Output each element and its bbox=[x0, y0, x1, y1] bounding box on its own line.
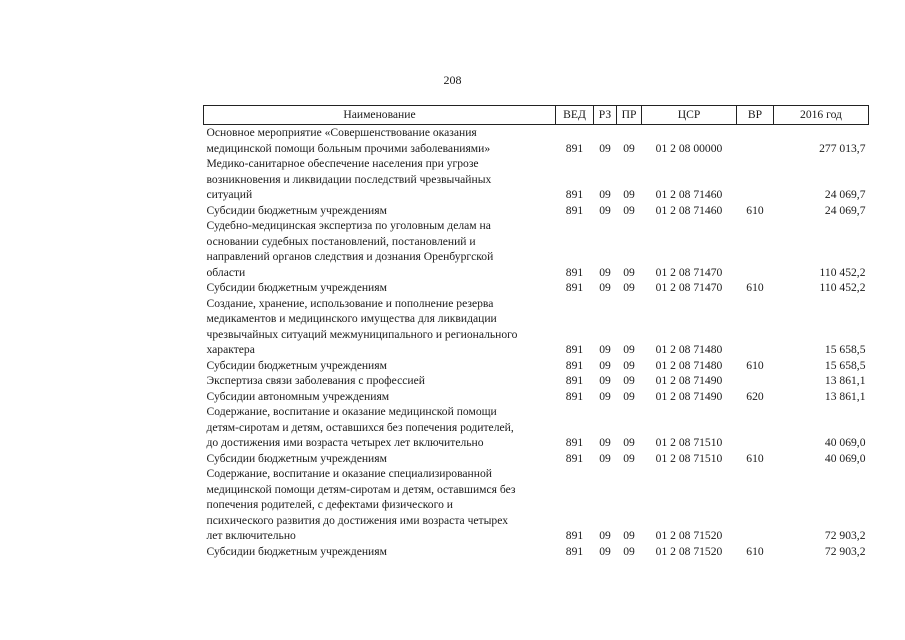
row-name bbox=[204, 125, 556, 157]
page-number: 208 bbox=[443, 73, 462, 87]
row-name-line: направлений органов следствия и дознания Оренбургской bbox=[206, 250, 494, 263]
row-amount: 110 452,2 bbox=[819, 265, 866, 279]
row-name bbox=[204, 404, 556, 451]
row-vr bbox=[737, 404, 774, 451]
row-ved: 891 bbox=[565, 265, 584, 279]
row-amount: 13 861,1 bbox=[824, 374, 866, 387]
column-header-year: 2016 год bbox=[774, 106, 869, 125]
row-name-line: Субсидии бюджетным учреждениям bbox=[206, 451, 387, 465]
column-header-vr: ВР bbox=[737, 106, 774, 125]
row-vr: 620 bbox=[746, 389, 764, 403]
row-rz: 09 bbox=[599, 188, 611, 201]
row-rz: 09 bbox=[599, 203, 611, 217]
row-pr: 09 bbox=[623, 203, 635, 217]
row-amount: 277 013,7 bbox=[819, 141, 866, 155]
column-header-rz: РЗ bbox=[594, 106, 617, 125]
column-header-name: Наименование bbox=[204, 106, 556, 125]
row-name-line: медицинской помощи детям-сиротам и детям, оставшимся без bbox=[206, 482, 516, 496]
table-row bbox=[204, 203, 869, 219]
row-pr: 09 bbox=[623, 265, 635, 279]
row-rz: 09 bbox=[599, 389, 611, 403]
row-rz: 09 bbox=[599, 343, 611, 356]
row-name bbox=[204, 156, 556, 203]
row-vr bbox=[737, 466, 774, 544]
row-amount: 72 903,2 bbox=[824, 544, 866, 558]
row-csr: 01 2 08 71460 bbox=[655, 203, 723, 217]
row-csr: 01 2 08 71490 bbox=[655, 374, 723, 387]
row-amount: 13 861,1 bbox=[824, 389, 866, 403]
column-header-ved: ВЕД bbox=[556, 106, 594, 125]
row-rz: 09 bbox=[599, 281, 611, 294]
row-ved: 891 bbox=[565, 389, 584, 403]
row-pr: 09 bbox=[623, 188, 635, 201]
row-name-line: Судебно-медицинская экспертиза по уголовным делам на bbox=[206, 219, 491, 232]
row-rz: 09 bbox=[599, 265, 611, 279]
row-pr: 09 bbox=[623, 343, 635, 356]
row-vr bbox=[737, 218, 774, 280]
row-csr: 01 2 08 71520 bbox=[655, 529, 723, 542]
row-name-line: лет включительно bbox=[206, 529, 296, 542]
row-pr: 09 bbox=[623, 451, 635, 465]
row-name-line: Содержание, воспитание и оказание медицинской помощи bbox=[206, 405, 497, 418]
row-name-line: детям-сиротам и детям, оставшихся без попечения родителей, bbox=[206, 420, 514, 434]
row-ved: 891 bbox=[565, 374, 584, 387]
row-rz: 09 bbox=[599, 141, 611, 155]
row-ved: 891 bbox=[565, 343, 584, 356]
budget-table bbox=[203, 105, 869, 559]
row-name-line: Субсидии бюджетным учреждениям bbox=[206, 358, 387, 372]
row-amount: 40 069,0 bbox=[824, 436, 866, 449]
row-name-line: Создание, хранение, использование и пополнение резерва bbox=[206, 296, 494, 310]
row-name bbox=[204, 358, 556, 374]
row-amount: 24 069,7 bbox=[824, 188, 866, 201]
row-name-line: Субсидии автономным учреждениям bbox=[206, 389, 390, 403]
row-name-line: до достижения ими возраста четырех лет включительно bbox=[206, 436, 484, 449]
row-rz: 09 bbox=[599, 451, 611, 465]
table-row bbox=[204, 280, 869, 296]
row-vr: 610 bbox=[746, 451, 764, 465]
table-row bbox=[204, 358, 869, 374]
row-pr: 09 bbox=[623, 281, 635, 294]
row-csr: 01 2 08 71460 bbox=[655, 188, 723, 201]
row-name bbox=[204, 296, 556, 358]
row-name-line: возникновения и ликвидации последствий чрезвычайных bbox=[206, 172, 492, 186]
row-ved: 891 bbox=[565, 141, 584, 155]
row-csr: 01 2 08 71490 bbox=[655, 389, 723, 403]
row-pr: 09 bbox=[623, 358, 635, 372]
row-name-line: характера bbox=[206, 343, 255, 356]
table-row bbox=[204, 389, 869, 405]
row-name-line: Основное мероприятие «Совершенствование оказания bbox=[206, 126, 477, 139]
row-name-line: попечения родителей, с дефектами физического и bbox=[206, 498, 453, 511]
row-rz: 09 bbox=[599, 374, 611, 387]
row-name-line: Медико-санитарное обеспечение населения при угрозе bbox=[206, 157, 479, 170]
row-csr: 01 2 08 71470 bbox=[655, 265, 723, 279]
row-vr: 610 bbox=[746, 281, 764, 294]
table-row bbox=[204, 404, 869, 451]
row-name bbox=[204, 544, 556, 560]
row-ved: 891 bbox=[565, 451, 584, 465]
row-ved: 891 bbox=[565, 281, 584, 294]
row-csr: 01 2 08 00000 bbox=[655, 141, 723, 155]
row-ved: 891 bbox=[565, 203, 584, 217]
row-name bbox=[204, 389, 556, 405]
row-pr: 09 bbox=[623, 389, 635, 403]
row-name bbox=[204, 280, 556, 296]
row-vr: 610 bbox=[746, 358, 764, 372]
row-name-line: основании судебных постановлений, постановлений и bbox=[206, 234, 476, 248]
row-rz: 09 bbox=[599, 436, 611, 449]
row-csr: 01 2 08 71470 bbox=[655, 281, 723, 294]
row-name-line: Содержание, воспитание и оказание специализированной bbox=[206, 467, 492, 480]
table-row bbox=[204, 451, 869, 467]
row-name-line: ситуаций bbox=[206, 188, 253, 201]
row-name-line: Субсидии бюджетным учреждениям bbox=[206, 281, 387, 294]
row-name-line: Экспертиза связи заболевания с профессией bbox=[206, 374, 425, 387]
row-name bbox=[204, 218, 556, 280]
row-name-line: области bbox=[206, 265, 246, 279]
row-name-line: медицинской помощи больным прочими заболеваниями» bbox=[206, 141, 491, 155]
column-header-csr: ЦСР bbox=[642, 106, 737, 125]
row-amount: 24 069,7 bbox=[824, 203, 866, 217]
table-row bbox=[204, 296, 869, 358]
row-rz: 09 bbox=[599, 544, 611, 558]
row-vr bbox=[737, 156, 774, 203]
row-vr: 610 bbox=[746, 544, 764, 558]
column-header-pr: ПР bbox=[617, 106, 642, 125]
row-rz: 09 bbox=[599, 529, 611, 542]
row-rz: 09 bbox=[599, 358, 611, 372]
row-pr: 09 bbox=[623, 544, 635, 558]
row-name-line: медикаментов и медицинского имущества для ликвидации bbox=[206, 312, 497, 325]
row-amount: 72 903,2 bbox=[824, 529, 866, 542]
row-pr: 09 bbox=[623, 374, 635, 387]
row-name bbox=[204, 373, 556, 389]
row-pr: 09 bbox=[623, 529, 635, 542]
row-ved: 891 bbox=[565, 358, 584, 372]
row-ved: 891 bbox=[565, 436, 584, 449]
row-name-line: чрезвычайных ситуаций межмуниципального и регионального bbox=[206, 327, 518, 341]
table-body bbox=[204, 125, 869, 560]
table-row bbox=[204, 125, 869, 157]
row-csr: 01 2 08 71510 bbox=[655, 451, 723, 465]
row-amount: 15 658,5 bbox=[824, 343, 866, 356]
row-vr: 610 bbox=[746, 203, 764, 217]
row-csr: 01 2 08 71510 bbox=[655, 436, 723, 449]
table-row bbox=[204, 544, 869, 560]
row-vr bbox=[737, 125, 774, 157]
row-name bbox=[204, 466, 556, 544]
row-name-line: Субсидии бюджетным учреждениям bbox=[206, 203, 387, 217]
row-vr bbox=[737, 373, 774, 389]
table-header-row bbox=[204, 106, 869, 125]
row-amount: 40 069,0 bbox=[824, 451, 866, 465]
row-name bbox=[204, 203, 556, 219]
row-vr bbox=[737, 296, 774, 358]
row-csr: 01 2 08 71520 bbox=[655, 544, 723, 558]
row-amount: 110 452,2 bbox=[819, 281, 866, 294]
row-name bbox=[204, 451, 556, 467]
row-pr: 09 bbox=[623, 141, 635, 155]
row-ved: 891 bbox=[565, 544, 584, 558]
table-row bbox=[204, 466, 869, 544]
table-row bbox=[204, 156, 869, 203]
table-row bbox=[204, 218, 869, 280]
row-ved: 891 bbox=[565, 529, 584, 542]
row-name-line: психического развития до достижения ими возраста четырех bbox=[206, 513, 508, 527]
row-csr: 01 2 08 71480 bbox=[655, 358, 723, 372]
row-amount: 15 658,5 bbox=[824, 358, 866, 372]
table-row bbox=[204, 373, 869, 389]
row-pr: 09 bbox=[623, 436, 635, 449]
row-csr: 01 2 08 71480 bbox=[655, 343, 723, 356]
row-name-line: Субсидии бюджетным учреждениям bbox=[206, 544, 387, 558]
row-ved: 891 bbox=[565, 188, 584, 201]
